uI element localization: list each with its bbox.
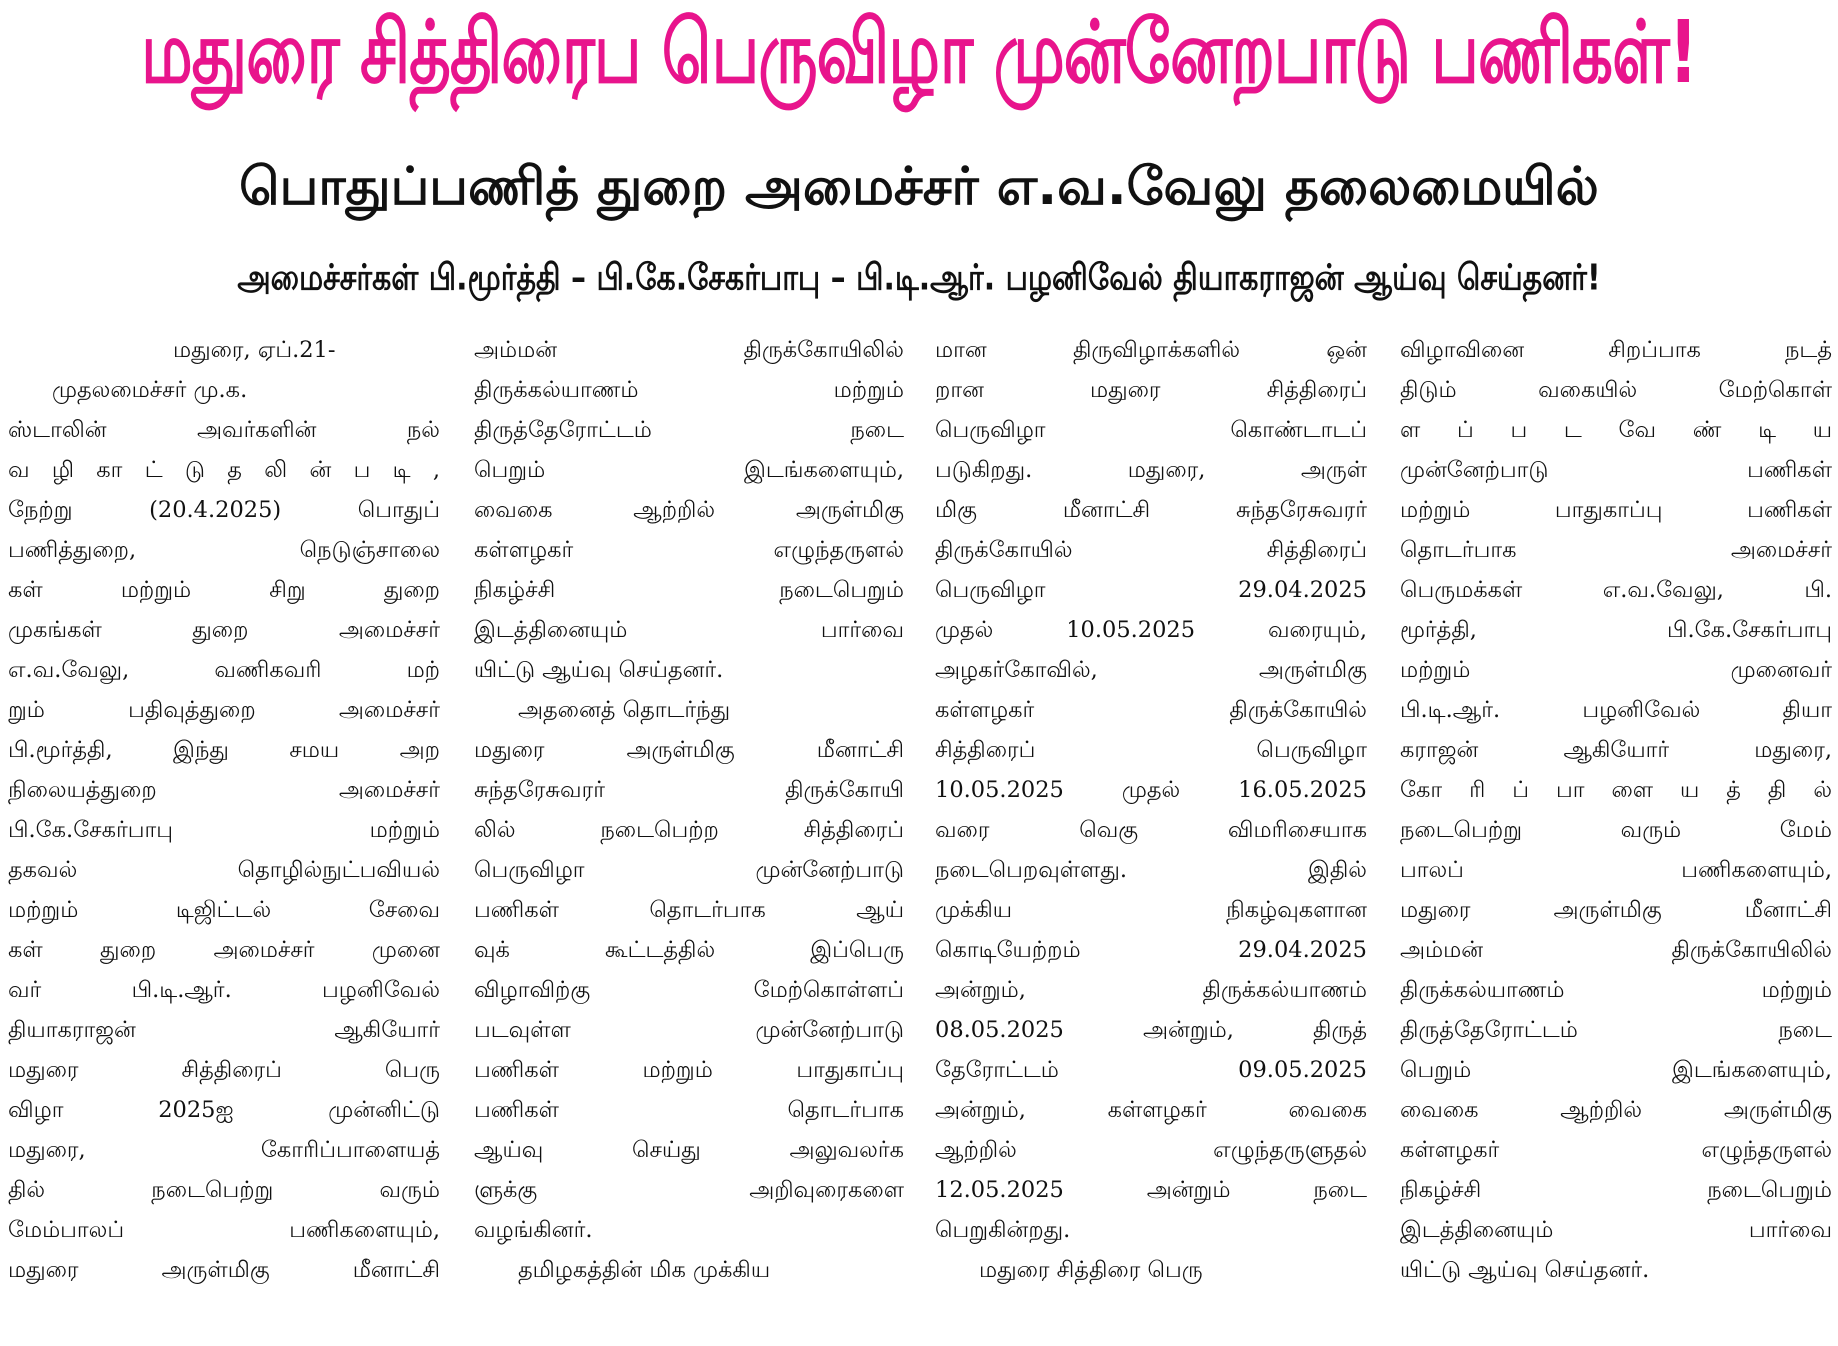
text-line: கோ ரி ப் பா ளை ய த் தி ல்: [1400, 777, 1832, 803]
text-line: முதலமைச்சர் மு.க.: [52, 377, 248, 403]
text-line: 12.05.2025 அன்றும் நடை: [935, 1177, 1367, 1203]
text-line: மேம்பாலப் பணிகளையும்,: [8, 1217, 440, 1243]
text-line: மற்றும் டிஜிட்டல் சேவை: [8, 897, 440, 923]
text-line: மூர்த்தி, பி.கே.சேகர்பாபு: [1400, 617, 1832, 643]
text-line: பெறும் இடங்களையும்,: [1400, 1057, 1832, 1083]
text-line: பெருவிழா 29.04.2025: [935, 577, 1367, 603]
text-line: ள ப் ப ட வே ண் டி ய: [1400, 417, 1832, 443]
text-line: வழங்கினர்.: [474, 1217, 593, 1243]
text-line: பணிகள் மற்றும் பாதுகாப்பு: [474, 1057, 904, 1083]
text-line: கள் மற்றும் சிறு துறை: [8, 577, 440, 603]
text-line: பெறுகின்றது.: [935, 1217, 1071, 1243]
text-line: தொடர்பாக அமைச்சர்: [1400, 537, 1832, 563]
text-line: மான திருவிழாக்களில் ஒன்: [935, 337, 1367, 363]
text-line: கள்ளழகர் திருக்கோயில்: [935, 697, 1367, 723]
text-line: கராஜன் ஆகியோர் மதுரை,: [1400, 737, 1832, 763]
text-line: வரை வெகு விமரிசையாக: [935, 817, 1367, 843]
text-line: மதுரை அருள்மிகு மீனாட்சி: [8, 1257, 440, 1283]
text-column-2: [474, 330, 904, 1346]
text-line: அழகர்கோவில், அருள்மிகு: [935, 657, 1367, 683]
text-line: வ ழி கா ட் டு த லி ன் ப டி ,: [8, 457, 440, 483]
text-line: பெருவிழா முன்னேற்பாடு: [474, 857, 904, 883]
text-line: எ.வ.வேலு, வணிகவரி மற்: [8, 657, 440, 683]
text-line: திருக்கோயில் சித்திரைப்: [935, 537, 1367, 563]
text-line: மதுரை, கோரிப்பாளையத்: [8, 1137, 440, 1163]
text-line: மற்றும் பாதுகாப்பு பணிகள்: [1400, 497, 1832, 523]
text-line: இடத்தினையும் பார்வை: [1400, 1217, 1832, 1243]
article-body: [0, 330, 1838, 1346]
text-column-1: [8, 330, 440, 1346]
text-line: றான மதுரை சித்திரைப்: [935, 377, 1367, 403]
text-line: பாலப் பணிகளையும்,: [1400, 857, 1832, 883]
text-line: படவுள்ள முன்னேற்பாடு: [474, 1017, 904, 1043]
text-line: கள்ளழகர் எழுந்தருளல்: [1400, 1137, 1832, 1163]
text-line: அன்றும், கள்ளழகர் வைகை: [935, 1097, 1367, 1123]
text-line: படுகிறது. மதுரை, அருள்: [935, 457, 1367, 483]
text-line: பணிகள் தொடர்பாக: [474, 1097, 904, 1123]
text-line: மதுரை அருள்மிகு மீனாட்சி: [474, 737, 904, 763]
text-line: பி.கே.சேகர்பாபு மற்றும்: [8, 817, 440, 843]
text-line: நடைபெற்று வரும் மேம்: [1400, 817, 1832, 843]
text-line: கொடியேற்றம் 29.04.2025: [935, 937, 1367, 963]
headline: மதுரை சித்திரைப பெருவிழா முன்னேறபாடு பணிகள்!: [141, 3, 1697, 104]
text-line: தேரோட்டம் 09.05.2025: [935, 1057, 1367, 1083]
text-line: விழாவிற்கு மேற்கொள்ளப்: [474, 977, 904, 1003]
text-line: முன்னேற்பாடு பணிகள்: [1400, 457, 1832, 483]
text-line: லில் நடைபெற்ற சித்திரைப்: [474, 817, 904, 843]
text-line: அதனைத் தொடர்ந்து: [518, 697, 731, 723]
text-line: நிகழ்ச்சி நடைபெறும்: [1400, 1177, 1832, 1203]
text-line: ஆற்றில் எழுந்தருளுதல்: [935, 1137, 1367, 1163]
text-line: நேற்று (20.4.2025) பொதுப்: [8, 497, 440, 523]
text-line: மதுரை அருள்மிகு மீனாட்சி: [1400, 897, 1832, 923]
text-line: திருக்கல்யாணம் மற்றும்: [1400, 977, 1832, 1003]
text-line: முகங்கள் துறை அமைச்சர்: [8, 617, 440, 643]
text-line: யிட்டு ஆய்வு செய்தனர்.: [474, 657, 724, 683]
text-line: விழா 2025ஐ முன்னிட்டு: [8, 1097, 440, 1123]
text-line: பெருமக்கள் எ.வ.வேலு, பி.: [1400, 577, 1832, 603]
text-line: சுந்தரேசுவரர் திருக்கோயி: [474, 777, 904, 803]
text-line: பணிகள் தொடர்பாக ஆய்: [474, 897, 904, 923]
text-line: கள் துறை அமைச்சர் முனை: [8, 937, 440, 963]
text-line: மதுரை, ஏப்.21-: [173, 337, 336, 363]
text-line: தகவல் தொழில்நுட்பவியல்: [8, 857, 440, 883]
text-line: முக்கிய நிகழ்வுகளான: [935, 897, 1367, 923]
text-line: 10.05.2025 முதல் 16.05.2025: [935, 777, 1367, 803]
text-line: தியாகராஜன் ஆகியோர்: [8, 1017, 440, 1043]
text-line: திருக்கல்யாணம் மற்றும்: [474, 377, 904, 403]
text-line: பெருவிழா கொண்டாடப்: [935, 417, 1367, 443]
text-line: வுக் கூட்டத்தில் இப்பெரு: [474, 937, 904, 963]
text-line: வைகை ஆற்றில் அருள்மிகு: [474, 497, 904, 523]
text-line: ளுக்கு அறிவுரைகளை: [474, 1177, 904, 1203]
text-line: இடத்தினையும் பார்வை: [474, 617, 904, 643]
text-line: நிகழ்ச்சி நடைபெறும்: [474, 577, 904, 603]
text-line: வர் பி.டி.ஆர். பழனிவேல்: [8, 977, 440, 1003]
text-line: ஆய்வு செய்து அலுவலர்க: [474, 1137, 904, 1163]
text-line: மற்றும் முனைவர்: [1400, 657, 1832, 683]
text-line: ஸ்டாலின் அவர்களின் நல்: [8, 417, 440, 443]
text-line: றும் பதிவுத்துறை அமைச்சர்: [8, 697, 440, 723]
text-line: மிகு மீனாட்சி சுந்தரேசுவரர்: [935, 497, 1367, 523]
text-line: மதுரை சித்திரைப் பெரு: [8, 1057, 440, 1083]
text-line: 08.05.2025 அன்றும், திருத்: [935, 1017, 1367, 1043]
subheadline-secondary: அமைச்சர்கள் பி.மூர்த்தி – பி.கே.சேகர்பாபு – பி.டி.ஆர். பழனிவேல் தியாகராஜன் ஆய்வு செய்தனர்!: [237, 256, 1601, 299]
text-line: பெறும் இடங்களையும்,: [474, 457, 904, 483]
text-line: யிட்டு ஆய்வு செய்தனர்.: [1400, 1257, 1650, 1283]
text-line: அன்றும், திருக்கல்யாணம்: [935, 977, 1367, 1003]
text-line: முதல் 10.05.2025 வரையும்,: [935, 617, 1367, 643]
text-line: பணித்துறை, நெடுஞ்சாலை: [8, 537, 440, 563]
text-line: திடும் வகையில் மேற்கொள்: [1400, 377, 1832, 403]
subheadline: பொதுப்பணித் துறை அமைச்சர் எ.வ.வேலு தலைமையில்: [239, 156, 1599, 217]
text-line: அம்மன் திருக்கோயிலில்: [474, 337, 904, 363]
text-line: தில் நடைபெற்று வரும்: [8, 1177, 440, 1203]
text-column-4: [1400, 330, 1832, 1346]
text-line: கள்ளழகர் எழுந்தருளல்: [474, 537, 904, 563]
text-line: சித்திரைப் பெருவிழா: [935, 737, 1367, 763]
text-line: நடைபெறவுள்ளது. இதில்: [935, 857, 1367, 883]
text-line: நிலையத்துறை அமைச்சர்: [8, 777, 440, 803]
text-line: பி.டி.ஆர். பழனிவேல் தியா: [1400, 697, 1832, 723]
text-line: விழாவினை சிறப்பாக நடத்: [1400, 337, 1832, 363]
text-column-3: [935, 330, 1367, 1346]
text-line: தமிழகத்தின் மிக முக்கிய: [518, 1257, 771, 1283]
text-line: திருத்தேரோட்டம் நடை: [474, 417, 904, 443]
text-line: மதுரை சித்திரை பெரு: [979, 1257, 1203, 1283]
text-line: வைகை ஆற்றில் அருள்மிகு: [1400, 1097, 1832, 1123]
text-line: பி.மூர்த்தி, இந்து சமய அற: [8, 737, 440, 763]
text-line: திருத்தேரோட்டம் நடை: [1400, 1017, 1832, 1043]
text-line: அம்மன் திருக்கோயிலில்: [1400, 937, 1832, 963]
